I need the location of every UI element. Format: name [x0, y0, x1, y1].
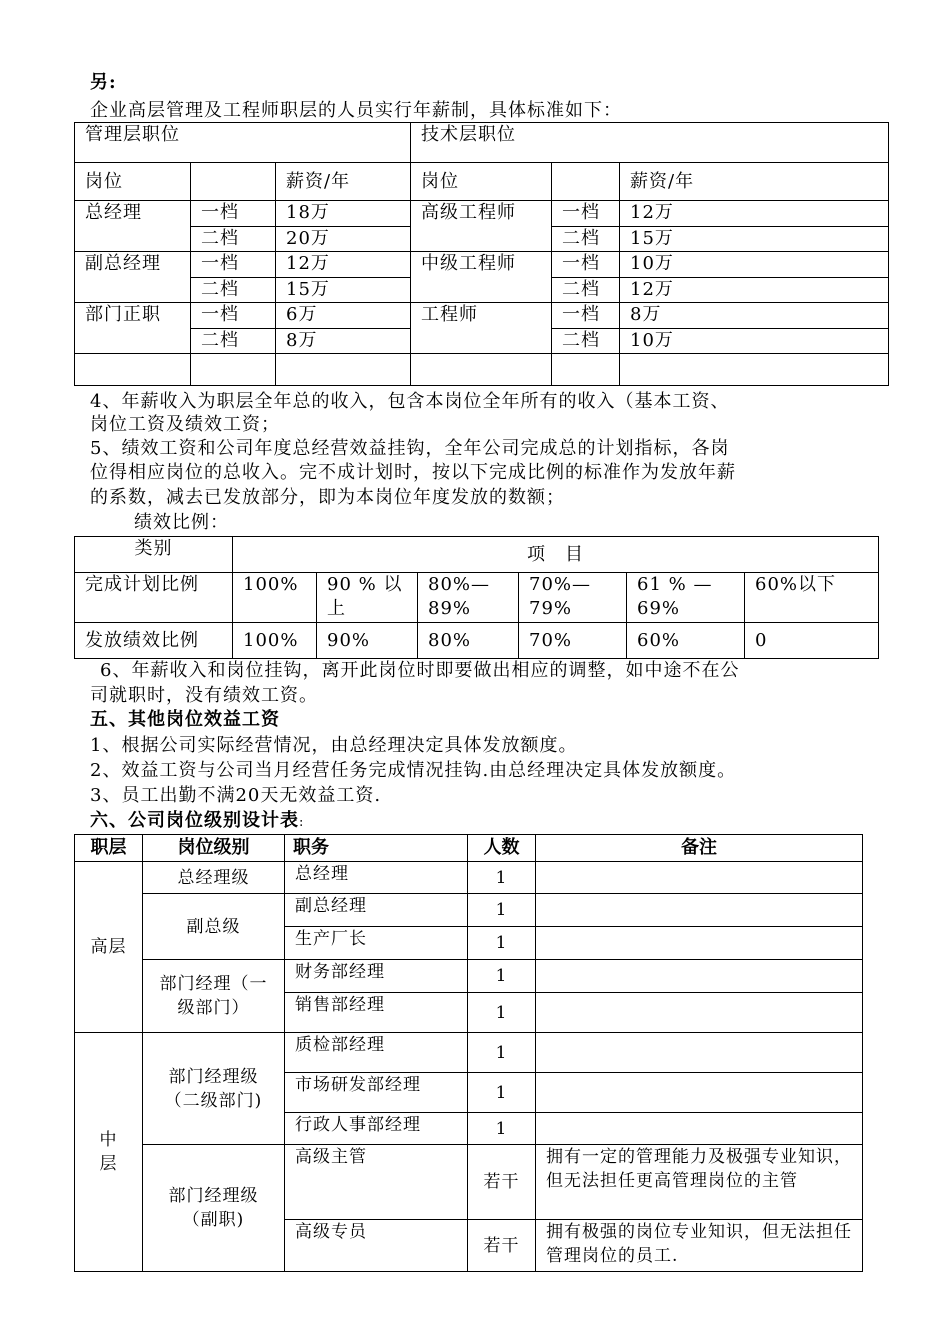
count-cell: 1: [468, 927, 536, 960]
salary-table: [74, 122, 889, 386]
payout-cell: 100%: [233, 623, 317, 659]
salary-cell: 10万: [620, 329, 889, 354]
tech-header: 技术层职位: [411, 123, 889, 163]
salary-cell: 6万: [276, 303, 411, 329]
salary-cell: 20万: [276, 227, 411, 252]
grade-cell: 一档: [552, 252, 620, 278]
post-cell: 总经理: [75, 201, 191, 252]
count-cell: 1: [468, 1033, 536, 1073]
para4-line1: 4、年薪收入为职层全年总的收入，包含本岗位全年所有的收入（基本工资、: [90, 391, 730, 412]
post-cell: 副总经理: [75, 252, 191, 303]
col-salary-mgmt: 薪资/年: [276, 163, 411, 201]
grade-cell: 二档: [552, 329, 620, 354]
level-dm2: 部门经理级（二级部门): [143, 1033, 285, 1145]
another-label: 另:: [90, 72, 117, 93]
payout-cell: 90%: [317, 623, 418, 659]
header-duty: 职务: [285, 835, 468, 862]
level-dm1: 部门经理（一级部门）: [143, 960, 285, 1033]
salary-cell: 18万: [276, 201, 411, 227]
duty-sales: 销售部经理: [285, 993, 468, 1033]
note-cell: [536, 1073, 863, 1113]
count-cell: 1: [468, 862, 536, 894]
salary-cell: 8万: [620, 303, 889, 329]
section6-heading: [90, 810, 304, 834]
payout-cell: 70%: [519, 623, 627, 659]
col-items: 项 目: [233, 537, 879, 573]
para5-line2: 位得相应岗位的总收入。完不成计划时，按以下完成比例的标准作为发放年薪: [90, 462, 736, 483]
tier-high: 高层: [75, 862, 143, 1033]
grade-cell: 一档: [191, 201, 276, 227]
payout-cell: 60%: [627, 623, 745, 659]
perf-table: [74, 536, 879, 659]
duty-gm: 总经理: [285, 862, 468, 894]
para6-line2: 司就职时，没有绩效工资。: [90, 685, 318, 706]
section5-item3: 3、员工出勤不满20天无效益工资.: [90, 785, 382, 806]
post-cell: 中级工程师: [411, 252, 552, 303]
tier-mid: 中层: [75, 1033, 143, 1272]
count-cell: 1: [468, 894, 536, 927]
duty-hr: 行政人事部经理: [285, 1113, 468, 1145]
plan-cell: 61 % —69%: [627, 573, 745, 623]
perf-label: 绩效比例：: [134, 512, 229, 533]
note-cell: [536, 993, 863, 1033]
header-count: 人数: [468, 835, 536, 862]
grade-cell: 一档: [191, 303, 276, 329]
grade-cell: 二档: [552, 278, 620, 303]
level-table: [74, 834, 863, 1272]
post-cell: 工程师: [411, 303, 552, 354]
grade-cell: 一档: [552, 303, 620, 329]
plan-cell: 70%—79%: [519, 573, 627, 623]
count-cell: 1: [468, 1073, 536, 1113]
count-cell: 1: [468, 993, 536, 1033]
section5-title: 五、其他岗位效益工资: [90, 709, 280, 730]
header-note: 备注: [536, 835, 863, 862]
para5-line1: 5、绩效工资和公司年度总经营效益挂钩，全年公司完成总的计划指标，各岗: [90, 438, 730, 459]
header-tier: 职层: [75, 835, 143, 862]
grade-cell: 一档: [552, 201, 620, 227]
count-cell: 若干: [468, 1145, 536, 1220]
intro-text: 企业高层管理及工程师职层的人员实行年薪制，具体标准如下：: [90, 100, 622, 121]
section5-item2: 2、效益工资与公司当月经营任务完成情况挂钩.由总经理决定具体发放额度。: [90, 760, 737, 781]
salary-cell: 12万: [620, 278, 889, 303]
duty-fin: 财务部经理: [285, 960, 468, 993]
section5-item1: 1、根据公司实际经营情况，由总经理决定具体发放额度。: [90, 735, 578, 756]
salary-cell: 12万: [276, 252, 411, 278]
col-category: 类别: [75, 537, 233, 573]
level-vp: 副总级: [143, 894, 285, 960]
grade-cell: 二档: [552, 227, 620, 252]
para5-line3: 的系数，减去已发放部分，即为本岗位年度发放的数额；: [90, 487, 565, 508]
note-spec: 拥有极强的岗位专业知识，但无法担任管理岗位的员工.: [536, 1220, 863, 1272]
para4-line2: 岗位工资及绩效工资；: [90, 414, 280, 435]
count-cell: 1: [468, 1113, 536, 1145]
grade-cell: 一档: [191, 252, 276, 278]
salary-cell: 8万: [276, 329, 411, 354]
salary-cell: 15万: [276, 278, 411, 303]
note-cell: [536, 894, 863, 927]
grade-cell: 二档: [191, 278, 276, 303]
salary-cell: 10万: [620, 252, 889, 278]
duty-sup: 高级主管: [285, 1145, 468, 1220]
note-cell: [536, 1033, 863, 1073]
duty-vgm: 副总经理: [285, 894, 468, 927]
count-cell: 若干: [468, 1220, 536, 1272]
salary-cell: 15万: [620, 227, 889, 252]
duty-qc: 质检部经理: [285, 1033, 468, 1073]
grade-cell: 二档: [191, 227, 276, 252]
section6-colon: :: [299, 815, 305, 830]
para6-line1: 6、年薪收入和岗位挂钩，离开此岗位时即要做出相应的调整，如中途不在公: [100, 660, 740, 681]
plan-cell: 100%: [233, 573, 317, 623]
payout-cell: 0: [745, 623, 879, 659]
note-cell: [536, 1113, 863, 1145]
payout-cell: 80%: [418, 623, 519, 659]
row-label-plan: 完成计划比例: [75, 573, 233, 623]
grade-cell: 二档: [191, 329, 276, 354]
plan-cell: 80%—89%: [418, 573, 519, 623]
level-gm: 总经理级: [143, 862, 285, 894]
note-cell: [536, 862, 863, 894]
col-salary-tech: 薪资/年: [620, 163, 889, 201]
post-cell: 高级工程师: [411, 201, 552, 252]
duty-mkt: 市场研发部经理: [285, 1073, 468, 1113]
section6-title: 六、公司岗位级别设计表: [90, 810, 299, 831]
note-cell: [536, 927, 863, 960]
col-post-mgmt: 岗位: [75, 163, 191, 201]
col-post-tech: 岗位: [411, 163, 552, 201]
level-deputy: 部门经理级（副职): [143, 1145, 285, 1272]
mgmt-header: 管理层职位: [75, 123, 411, 163]
plan-cell: 60%以下: [745, 573, 879, 623]
plan-cell: 90 % 以上: [317, 573, 418, 623]
duty-prod: 生产厂长: [285, 927, 468, 960]
post-cell: 部门正职: [75, 303, 191, 354]
note-sup: 拥有一定的管理能力及极强专业知识，但无法担任更高管理岗位的主管: [536, 1145, 863, 1220]
row-label-payout: 发放绩效比例: [75, 623, 233, 659]
duty-spec: 高级专员: [285, 1220, 468, 1272]
header-level: 岗位级别: [143, 835, 285, 862]
note-cell: [536, 960, 863, 993]
count-cell: 1: [468, 960, 536, 993]
salary-cell: 12万: [620, 201, 889, 227]
